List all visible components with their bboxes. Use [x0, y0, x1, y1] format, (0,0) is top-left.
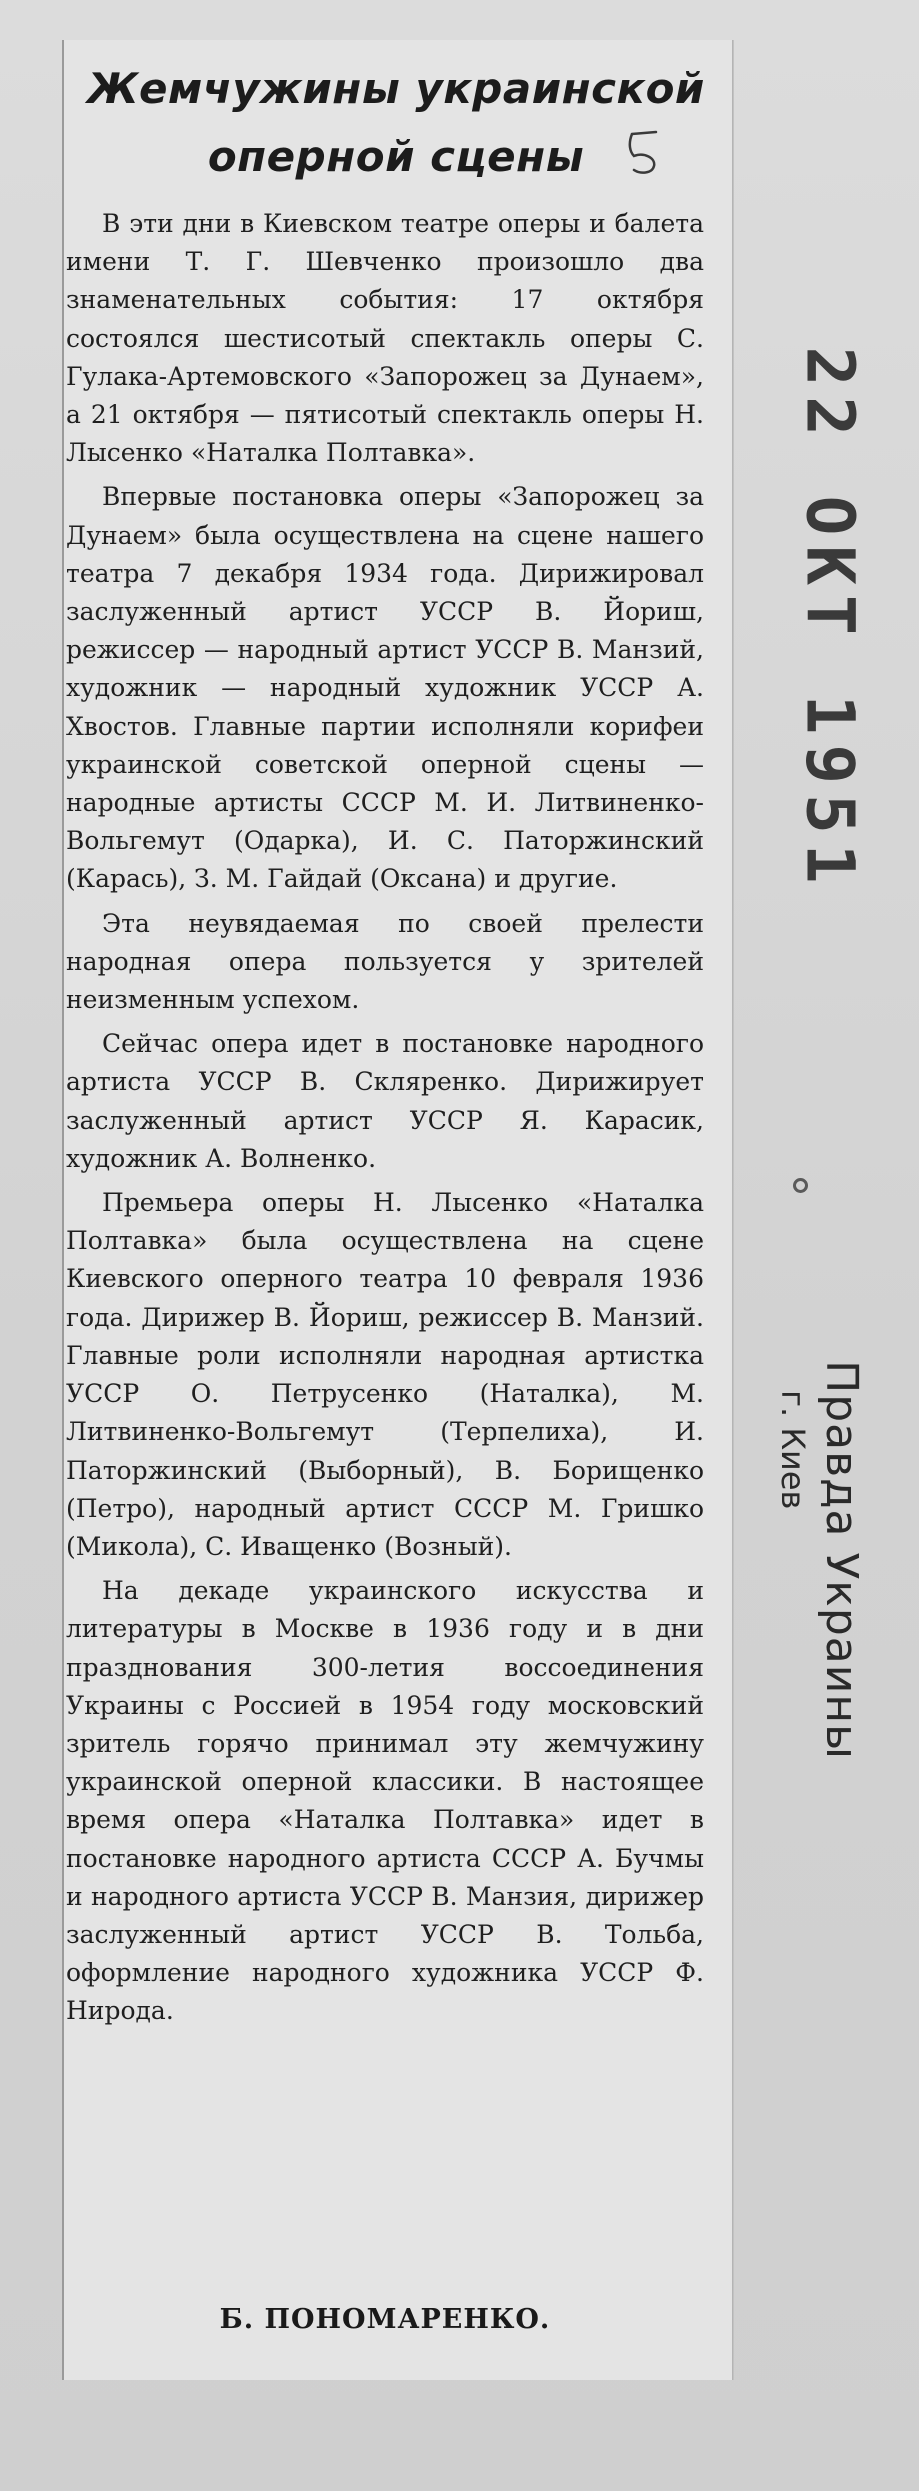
article-paragraph-6: На декаде украинского искусства и литературы в Москве в 1936 году и в дни празднования 300-летия воссоединения Украины с Россией в 1954 году московский зритель горячо принимал эту жемчужину украинской оперной классики. В настоящее время опера «Наталка Полтавка» идет в постановке народного артиста СССР А. Бучмы и народного артиста УССР В. Манзия, дирижер заслуженный артист УССР В. Тольба, оформление народного художника УССР Ф. Нирода.: [66, 1576, 704, 2026]
article-paragraph-2: Впервые постановка оперы «Запорожец за Дунаем» была осуществлена на сцене нашего театра 7 декабря 1934 года. Дирижировал заслуженный артист УССР В. Йориш, режиссер — народный артист УССР В. Манзий, художник — народный художник УССР А. Хвостов. Главные партии исполняли корифеи украинской советской оперной сцены — народные артисты СССР М. И. Литвиненко-Вольгемут (Одарка), И. С. Паторжинский (Карась), З. М. Гайдай (Оксана) и другие.: [66, 482, 704, 894]
headline-line-2: оперной сцены: [207, 132, 585, 181]
dot-mark-icon: [793, 1178, 808, 1193]
article-paragraph-3: Эта неувядаемая по своей прелести народная опера пользуется у зрителей неизменным успехом.: [66, 908, 704, 1015]
handwritten-mark-icon: [622, 130, 666, 178]
author-signature: Б. ПОНОМАРЕНКО.: [219, 2304, 551, 2335]
article-paragraph-5: Премьера оперы Н. Лысенко «Наталка Полтавка» была осуществлена на сцене Киевского оперного театра 10 февраля 1936 года. Дирижер В. Йориш, режиссер В. Манзий. Главные роли исполняли народная артистка УССР О. Петрусенко (Наталка), М. Литвиненко-Вольгемут (Терпелиха), И. Паторжинский (Выборный), В. Борищенко (Петро), народный артист СССР М. Гришко (Микола), С. Иващенко (Возный).: [66, 1188, 704, 1561]
article-body: [66, 205, 704, 2037]
newspaper-city: г. Киев: [774, 1390, 812, 1510]
newspaper-name: Правда Украины: [816, 1360, 867, 1760]
date-stamp: 22 ОКТ 1951: [791, 346, 869, 894]
article-paragraph-4: Сейчас опера идет в постановке народного артиста УССР В. Скляренко. Дирижирует заслуженный артист УССР Я. Карасик, художник А. Волненко.: [66, 1029, 704, 1173]
article-paragraph-1: В эти дни в Киевском театре оперы и балета имени Т. Г. Шевченко произошло два знаменательных события: 17 октября состоялся шестисотый спектакль оперы С. Гулака-Артемовского «Запорожец за Дунаем», а 21 октября — пятисотый спектакль оперы Н. Лысенко «Наталка Полтавка».: [66, 209, 704, 468]
source-annotation: [774, 1360, 866, 1760]
headline-line-1: Жемчужины украинской: [87, 64, 705, 113]
